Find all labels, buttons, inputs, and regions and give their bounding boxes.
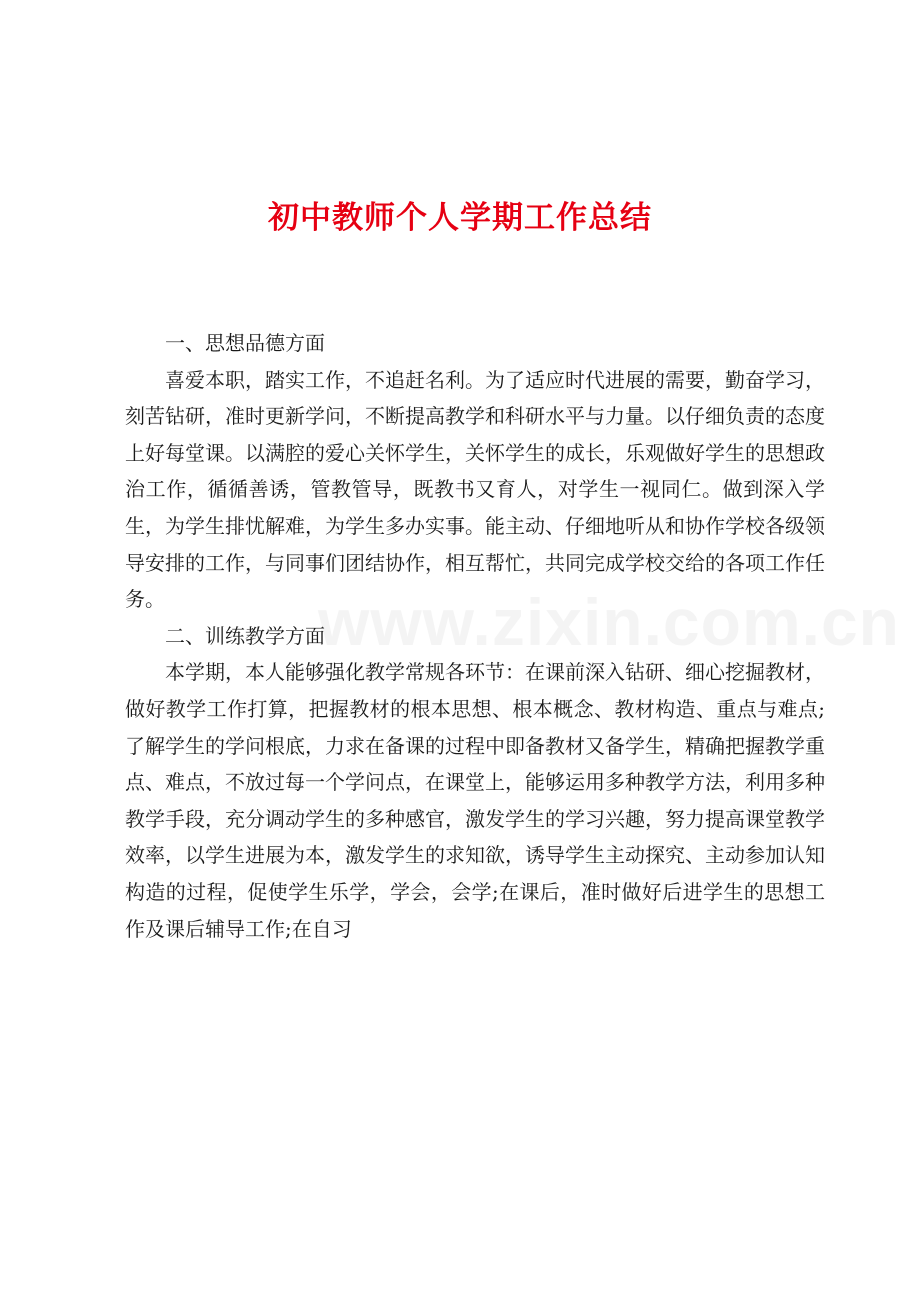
section-paragraph-1: 喜爱本职，踏实工作，不追赶名利。为了适应时代进展的需要，勤奋学习，刻苦钻研，准时更新学问，不断提高教学和科研水平与力量。以仔细负责的态度上好每堂课。以满腔的爱心关怀学生，关怀学生的成长，乐观做好学生的思想政治工作，循循善诱，管教管导，既教书又育人，对学生一视同仁。做到深入学生，为学生排忧解难，为学生多办实事。能主动、仔细地听从和协作学校各级领导安排的工作，与同事们团结协作，相互帮忙，共同完成学校交给的各项工作任务。: [125, 367, 825, 612]
document-body: [125, 325, 825, 947]
document-title: 初中教师个人学期工作总结: [268, 200, 652, 236]
section-heading-1: 一、思想品德方面: [165, 331, 325, 355]
watermark: www.zixin.com.cn: [318, 585, 900, 659]
section-paragraph-2: 本学期，本人能够强化教学常规各环节：在课前深入钻研、细心挖掘教材，做好教学工作打算，把握教材的根本思想、根本概念、教材构造、重点与难点;了解学生的学问根底，力求在备课的过程中即备教材又备学生，精确把握教学重点、难点，不放过每一个学问点，在课堂上，能够运用多种教学方法，利用多种教学手段，充分调动学生的多种感官，激发学生的学习兴趣，努力提高课堂教学效率，以学生进展为本，激发学生的求知欲，诱导学生主动探究、主动参加认知构造的过程，促使学生乐学，学会，会学;在课后，准时做好后进学生的思想工作及课后辅导工作;在自习: [125, 660, 825, 941]
section-heading-2: 二、训练教学方面: [165, 623, 325, 648]
